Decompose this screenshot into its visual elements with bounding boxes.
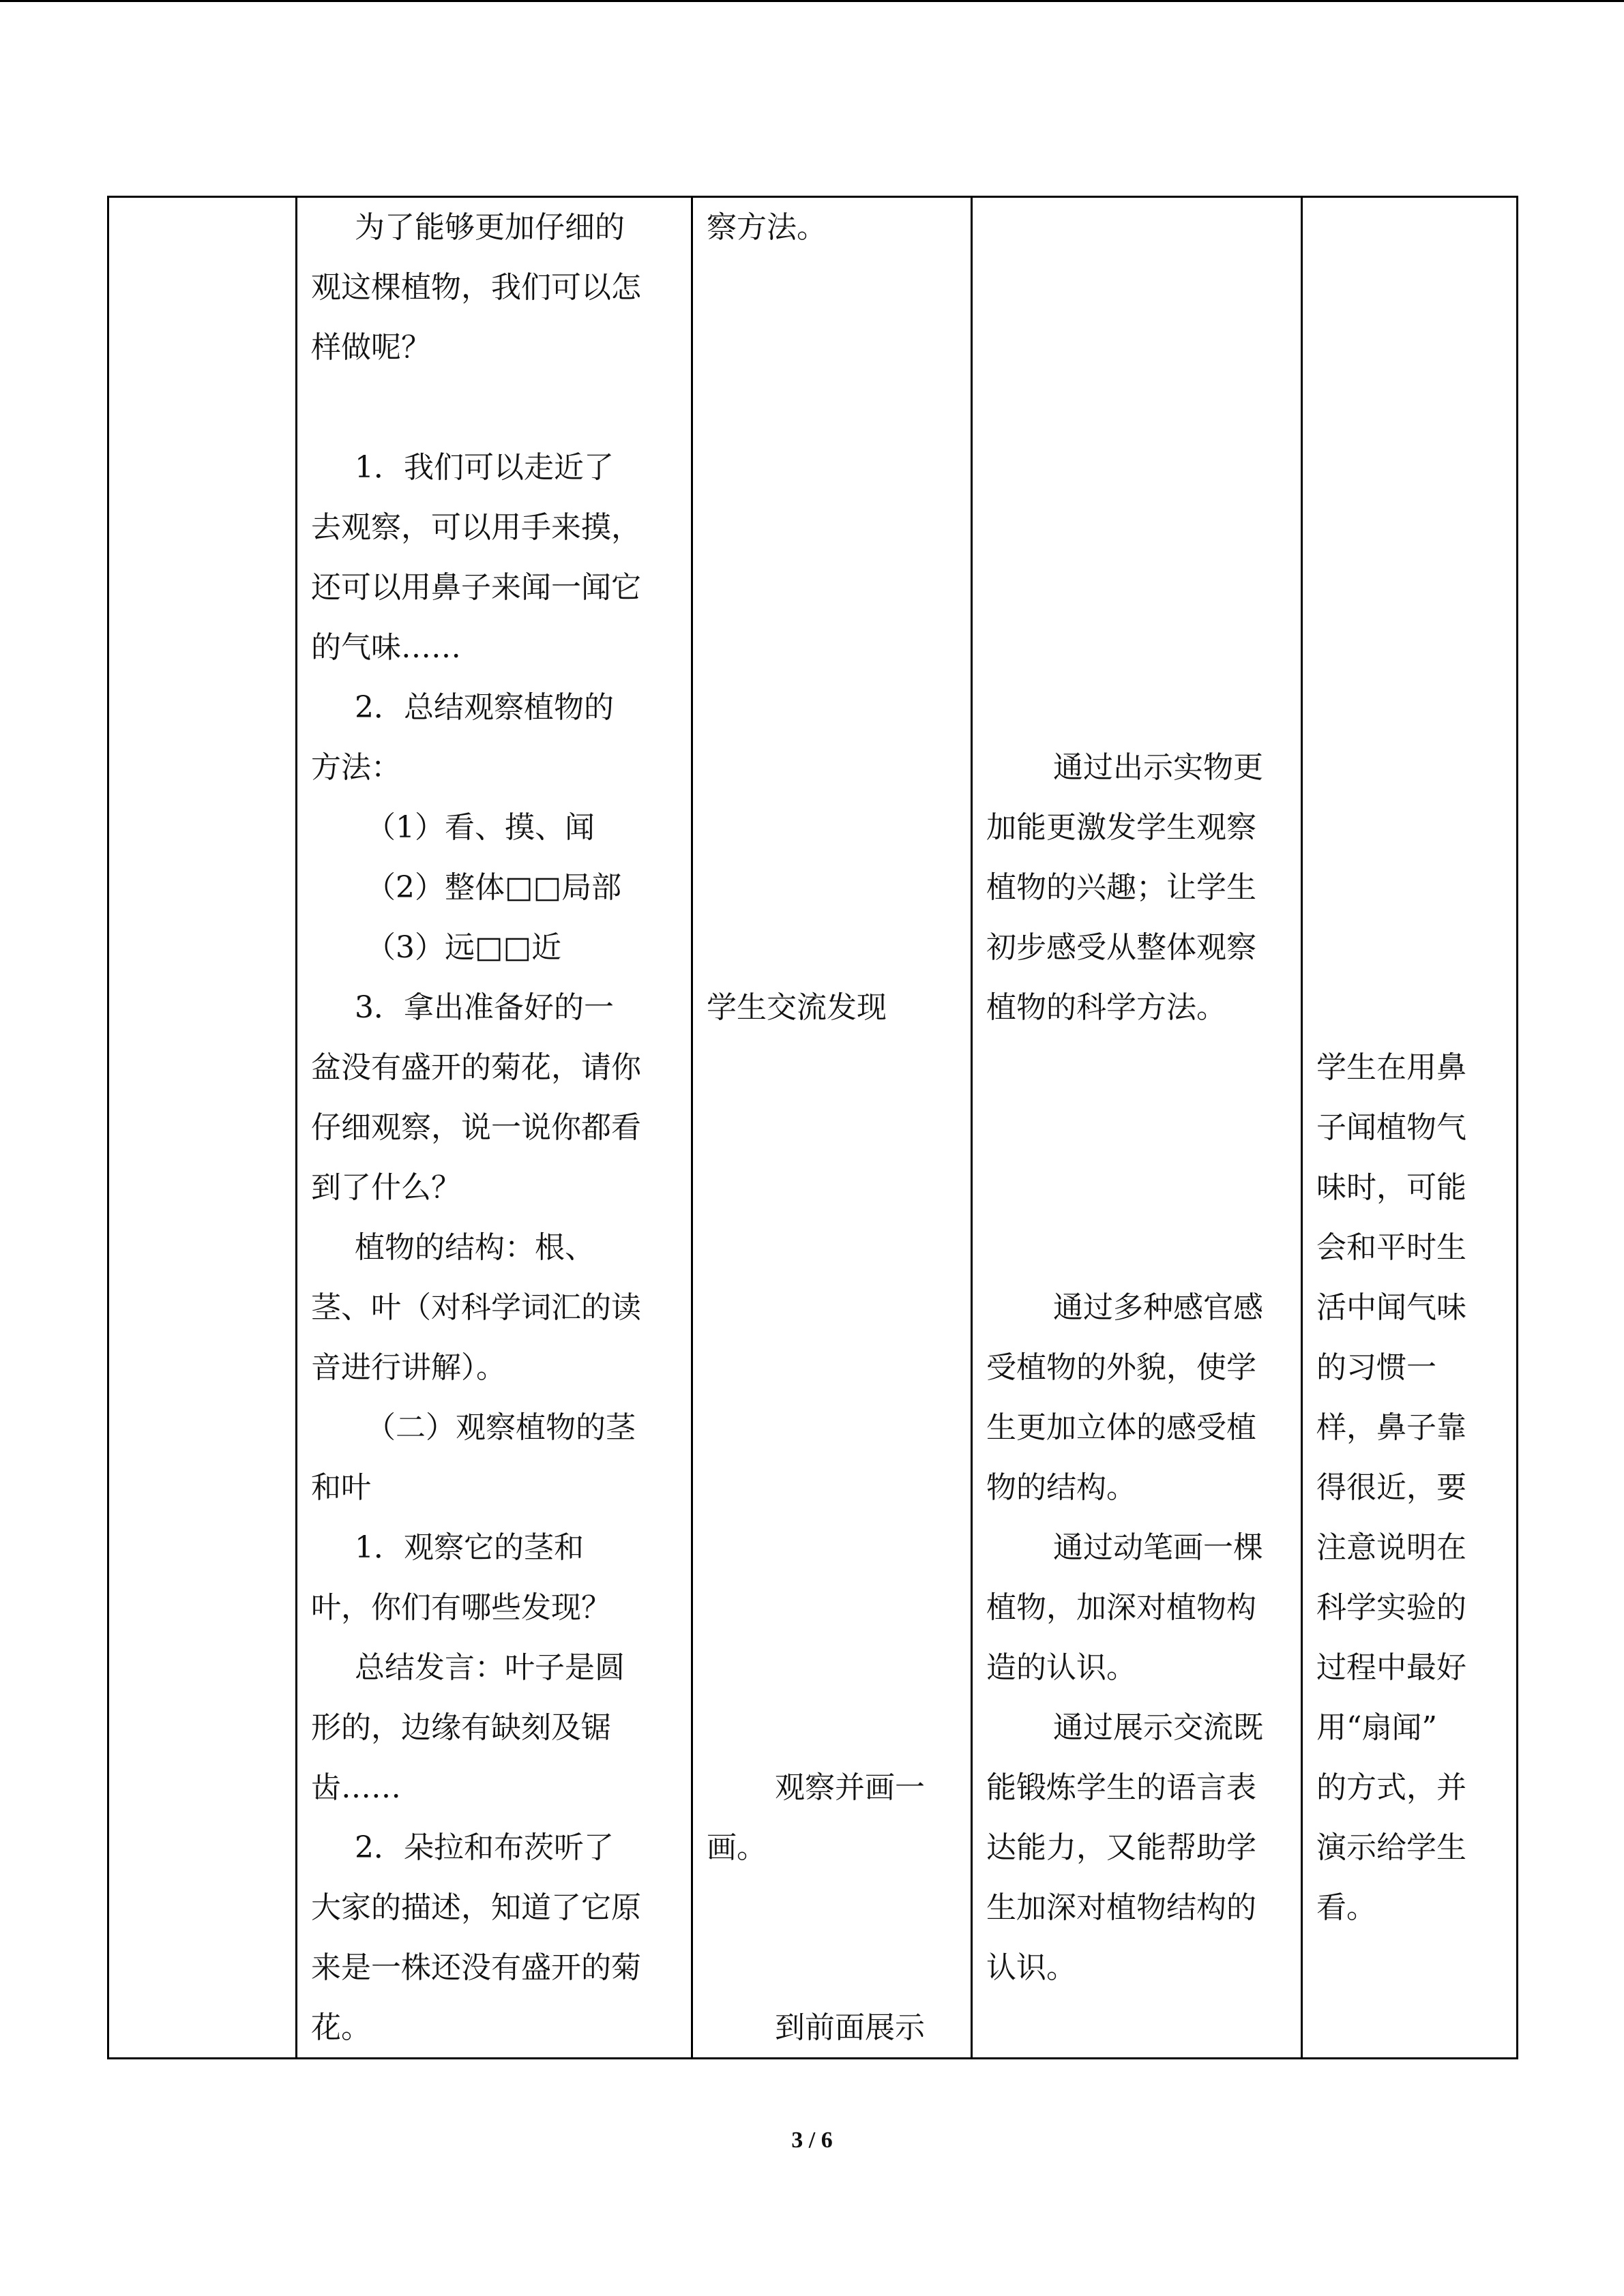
text-line: 察方法。 <box>707 210 827 245</box>
text-line: 学生在用鼻 <box>1316 1050 1466 1085</box>
text-line: 样，鼻子靠 <box>1316 1410 1466 1445</box>
text-line: 花。 <box>311 2010 371 2045</box>
text-line: 子闻植物气 <box>1316 1110 1466 1145</box>
text-line: 得很近，要 <box>1316 1470 1466 1505</box>
lesson-plan-table <box>107 196 1518 2059</box>
text-line: （2）整体□□局部 <box>366 870 622 905</box>
text-line: 音进行讲解）。 <box>311 1350 506 1385</box>
text-line: 植物的科学方法。 <box>986 990 1226 1025</box>
text-line: 加能更激发学生观察 <box>986 810 1256 845</box>
text-line: 盆没有盛开的菊花，请你 <box>311 1050 641 1085</box>
text-line: 画。 <box>707 1830 767 1865</box>
text-line: 演示给学生 <box>1316 1830 1466 1865</box>
text-line: 植物的结构：根、 <box>355 1230 595 1265</box>
text-line: 齿…… <box>311 1770 401 1805</box>
text-line: 活中闻气味 <box>1316 1290 1466 1325</box>
text-line: 仔细观察，说一说你都看 <box>311 1110 641 1145</box>
text-line: 和叶 <box>311 1470 371 1505</box>
text-line: 的方式，并 <box>1316 1770 1466 1805</box>
text-line: 观察并画一 <box>775 1770 925 1805</box>
cell-blank <box>108 197 297 2059</box>
text-line: 受植物的外貌，使学 <box>986 1350 1256 1385</box>
text-line: 达能力，又能帮助学 <box>986 1830 1256 1865</box>
text-line: 2．朵拉和布茨听了 <box>355 1830 614 1865</box>
text-line: 叶，你们有哪些发现？ <box>311 1590 611 1625</box>
text-line: 能锻炼学生的语言表 <box>986 1770 1256 1805</box>
cell-design-intent <box>972 197 1302 2059</box>
text-line: 通过动笔画一棵 <box>1053 1530 1263 1565</box>
text-line: 总结发言：叶子是圆 <box>355 1650 625 1685</box>
text-line: 通过出示实物更 <box>1053 750 1263 785</box>
text-line: 3．拿出准备好的一 <box>355 990 614 1025</box>
text-line: （1）看、摸、闻 <box>366 810 595 845</box>
text-line: 物的结构。 <box>986 1470 1136 1505</box>
text-line: 学生交流发现 <box>707 990 887 1025</box>
text-line: 会和平时生 <box>1316 1230 1466 1265</box>
text-line: 形的，边缘有缺刻及锯 <box>311 1710 611 1745</box>
text-line: 生更加立体的感受植 <box>986 1410 1256 1445</box>
page-number: 3 / 6 <box>791 2128 833 2153</box>
text-line: 植物的兴趣；让学生 <box>986 870 1256 905</box>
text-line: 还可以用鼻子来闻一闻它 <box>311 570 641 605</box>
text-line: 到前面展示 <box>775 2010 925 2045</box>
text-line: 初步感受从整体观察 <box>986 930 1256 965</box>
text-line: 看。 <box>1316 1890 1376 1925</box>
table-row <box>108 197 1518 2059</box>
text-line: 通过多种感官感 <box>1053 1290 1263 1325</box>
text-line: 注意说明在 <box>1316 1530 1466 1565</box>
text-line: 用“扇闻” <box>1316 1710 1437 1745</box>
text-line: （二）观察植物的茎 <box>366 1410 636 1445</box>
text-line: 去观察，可以用手来摸， <box>311 510 641 545</box>
text-line: 生加深对植物结构的 <box>986 1890 1256 1925</box>
text-line: 茎、叶（对科学词汇的读 <box>311 1290 641 1325</box>
text-line: 的气味…… <box>311 630 461 665</box>
text-line: 样做呢？ <box>311 330 431 365</box>
text-line: 味时，可能 <box>1316 1170 1466 1205</box>
text-line: 观这棵植物，我们可以怎 <box>311 270 641 305</box>
text-line: 1．观察它的茎和 <box>355 1530 584 1565</box>
text-line: 2．总结观察植物的 <box>355 690 614 725</box>
text-line: （3）远□□近 <box>366 930 562 965</box>
text-line: 来是一株还没有盛开的菊 <box>311 1950 641 1985</box>
text-line: 到了什么？ <box>311 1170 461 1205</box>
text-line: 的习惯一 <box>1316 1350 1436 1385</box>
page-top-rule <box>0 0 1624 2</box>
text-line: 认识。 <box>986 1950 1076 1985</box>
text-line: 大家的描述，知道了它原 <box>311 1890 641 1925</box>
text-line: 过程中最好 <box>1316 1650 1466 1685</box>
cell-student-activity <box>692 197 972 2059</box>
text-line: 造的认识。 <box>986 1650 1136 1685</box>
text-line: 为了能够更加仔细的 <box>355 210 625 245</box>
text-line: 科学实验的 <box>1316 1590 1466 1625</box>
text-line: 方法： <box>311 750 401 785</box>
cell-teaching-process <box>297 197 692 2059</box>
text-line: 1．我们可以走近了 <box>355 450 614 485</box>
cell-notes <box>1302 197 1518 2059</box>
text-line: 通过展示交流既 <box>1053 1710 1263 1745</box>
text-line: 植物，加深对植物构 <box>986 1590 1256 1625</box>
